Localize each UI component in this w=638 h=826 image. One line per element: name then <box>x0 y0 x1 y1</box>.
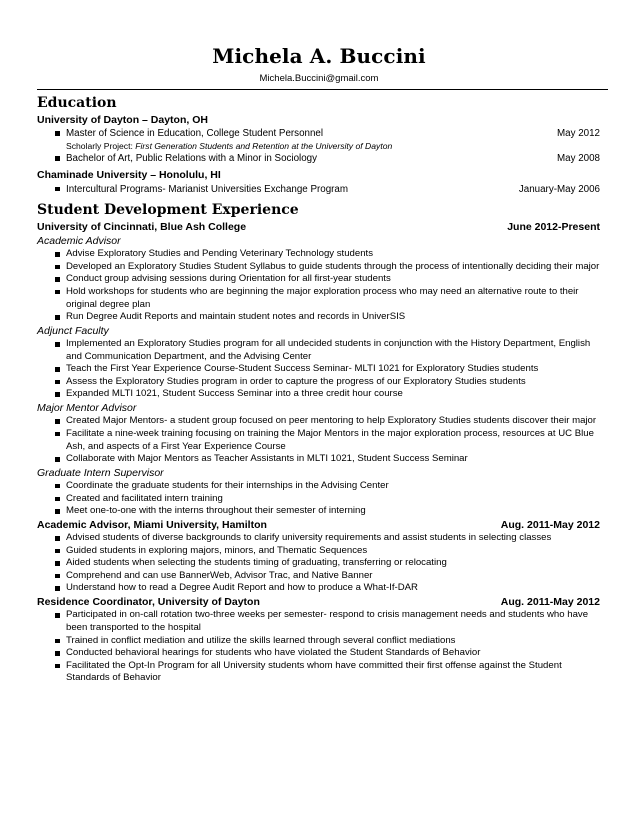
degree-text: Master of Science in Education, College Student Personnel <box>66 128 324 140</box>
education-list <box>37 183 600 196</box>
role-title: Academic Advisor <box>37 234 121 247</box>
bullet-item: Developed an Exploratory Studies Student Syllabus to guide students through the process of intentionally deciding their major <box>37 261 600 274</box>
education-list <box>37 152 600 165</box>
role-title: Graduate Intern Supervisor <box>37 466 164 479</box>
bullet-list <box>37 338 600 401</box>
bullet-item: Understand how to read a Degree Audit Report and how to produce a What-If-DAR <box>37 582 600 595</box>
degree-item <box>37 183 600 196</box>
bullet-item: Facilitate a nine-week training focusing on training the Major Mentors in the major exploration process, resources at UC Blue Ash, and aspects of a First Year Experience Course <box>37 428 600 453</box>
education-list <box>37 127 600 140</box>
degree-text: Bachelor of Art, Public Relations with a Minor in Sociology <box>66 153 318 165</box>
degree-date: January-May 2006 <box>518 183 600 195</box>
scholarly-project-title: First Generation Students and Retention at the University of Dayton <box>135 141 393 152</box>
bullet-item: Created Major Mentors- a student group focused on peer mentoring to help Exploratory Studies students discover their major <box>37 415 600 428</box>
bullet-item: Comprehend and can use BannerWeb, Advisor Trac, and Native Banner <box>37 570 600 583</box>
bullet-item: Guided students in exploring majors, minors, and Thematic Sequences <box>37 545 600 558</box>
bullet-list <box>37 415 600 465</box>
degree-item <box>37 127 600 140</box>
bullet-item: Implemented an Exploratory Studies program for all undecided students in conjunction with the History Department, English and Communication Department, and the Advising Center <box>37 338 600 363</box>
degree-text: Intercultural Programs- Marianist Universities Exchange Program <box>66 183 349 195</box>
bullet-item: Trained in conflict mediation and utilize the skills learned through several conflict mediations <box>37 635 600 648</box>
scholarly-project-label: Scholarly Project: <box>66 141 136 152</box>
bullet-item: Assess the Exploratory Studies program in order to capture the progress of our Exploratory Studies students <box>37 376 600 389</box>
bullet-item: Participated in on-call rotation two-three weeks per semester- respond to crisis management needs and students who have been transported to the hospital <box>37 609 600 634</box>
school-name: Chaminade University – Honolulu, HI <box>37 169 221 182</box>
bullet-item: Coordinate the graduate students for their internships in the Advising Center <box>37 480 600 493</box>
degree-date: May 2012 <box>556 128 600 140</box>
position-date: Aug. 2011-May 2012 <box>500 596 600 609</box>
role-title: Major Mentor Advisor <box>37 402 137 415</box>
scholarly-project <box>37 140 600 152</box>
bullet-item: Teach the First Year Experience Course-Student Success Seminar- MLTI 1021 for Exploratory Studies students <box>37 363 600 376</box>
resume-content <box>37 94 600 685</box>
bullet-item: Conducted behavioral hearings for students who have violated the Student Standards of Behavior <box>37 647 600 660</box>
bullet-item: Facilitated the Opt-In Program for all University students whom have committed their first offense against the Student Standards of Behavior <box>37 660 600 685</box>
header-divider <box>37 89 608 90</box>
position-org: University of Cincinnati, Blue Ash College <box>37 220 247 233</box>
position-org: Residence Coordinator, University of Dayton <box>37 596 260 609</box>
position-org: Academic Advisor, Miami University, Hamilton <box>37 518 267 531</box>
position-date: Aug. 2011-May 2012 <box>500 518 600 531</box>
degree-item <box>37 152 600 165</box>
section-title-experience: Student Development Experience <box>37 201 299 218</box>
bullet-item: Collaborate with Major Mentors as Teacher Assistants in MLTI 1021, Student Success Seminar <box>37 453 600 466</box>
position-header <box>37 220 600 234</box>
position-header <box>37 595 600 609</box>
bullet-item: Advise Exploratory Studies and Pending Veterinary Technology students <box>37 248 600 261</box>
bullet-item: Meet one-to-one with the interns throughout their semester of interning <box>37 505 600 518</box>
bullet-list <box>37 532 600 595</box>
bullet-item: Advised students of diverse backgrounds to clarify university requirements and assist students in selecting classes <box>37 532 600 545</box>
degree-date: May 2008 <box>556 153 600 165</box>
position-header <box>37 518 600 532</box>
bullet-item: Run Degree Audit Reports and maintain student notes and records in UniverSIS <box>37 311 600 324</box>
section-title-education: Education <box>37 95 117 111</box>
bullet-list <box>37 248 600 324</box>
position-date: June 2012-Present <box>507 220 600 233</box>
bullet-item: Hold workshops for students who are beginning the major exploration process who may need an alternative route to their original degree plan <box>37 286 600 311</box>
bullet-item: Created and facilitated intern training <box>37 493 600 506</box>
email-address: Michela.Buccini@gmail.com <box>259 73 379 84</box>
school-name: University of Dayton – Dayton, OH <box>37 114 208 126</box>
bullet-list <box>37 609 600 685</box>
resume-name: Michela A. Buccini <box>212 44 426 68</box>
role-title: Adjunct Faculty <box>37 324 109 337</box>
bullet-item: Expanded MLTI 1021, Student Success Seminar into a three credit hour course <box>37 388 600 401</box>
bullet-item: Aided students when selecting the students timing of graduating, transferring or relocating <box>37 557 600 570</box>
bullet-list <box>37 480 600 518</box>
bullet-item: Conduct group advising sessions during Orientation for all first-year students <box>37 273 600 286</box>
